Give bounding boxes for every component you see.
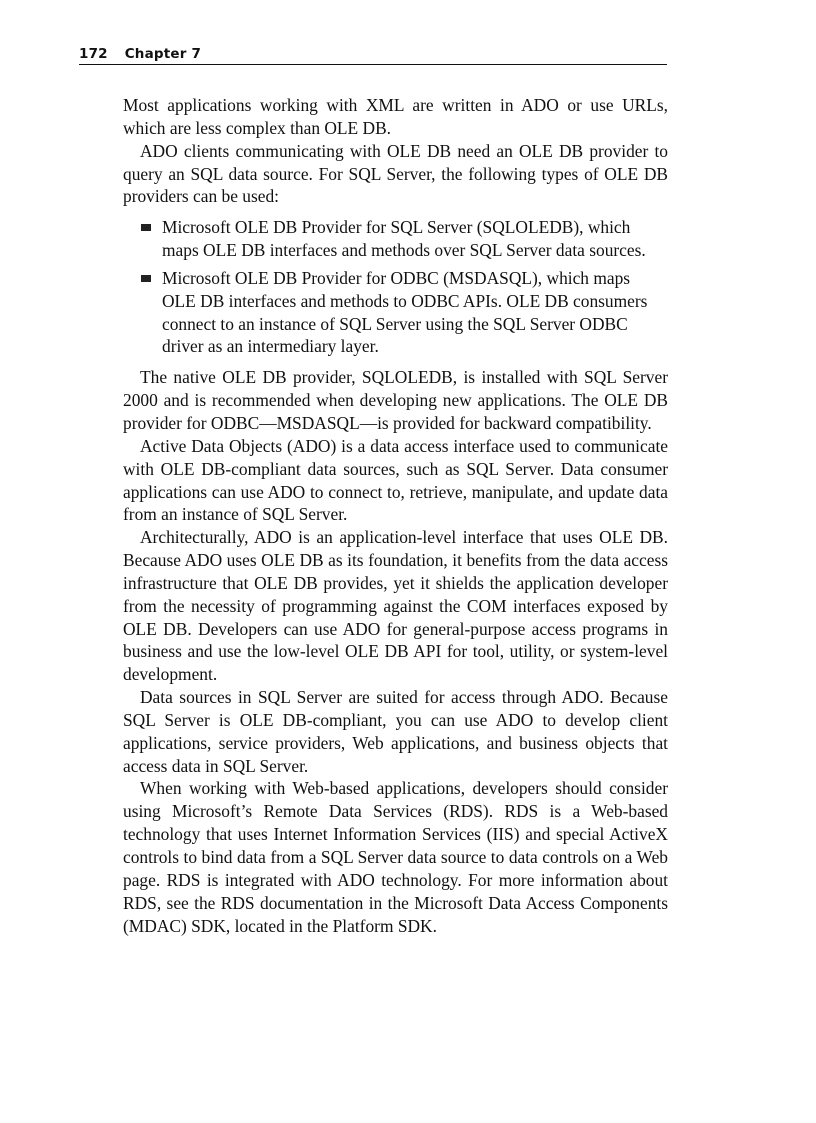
provider-list <box>123 216 668 358</box>
paragraph-native-provider: The native OLE DB provider, SQLOLEDB, is installed with SQL Server 2000 and is recommended when developing new applications. The OLE DB provider for ODBC—MSDASQL—is provided for backward compatibility. <box>123 367 668 433</box>
list-item-text: Microsoft OLE DB Provider for SQL Server (SQLOLEDB), which maps OLE DB interfaces and methods over SQL Server data sources. <box>162 217 646 261</box>
paragraph-architecture: Architecturally, ADO is an application-level interface that uses OLE DB. Because ADO uses OLE DB as its foundation, it benefits from the data access infrastructure that OLE DB provides, yet it shields the application developer from the necessity of programming against the COM interfaces exposed by OLE DB. Developers can use ADO for general-purpose access programs in business and use the low-level OLE DB API for tool, utility, or system-level development. <box>123 527 668 685</box>
list-item <box>162 216 668 262</box>
paragraph-data-sources: Data sources in SQL Server are suited for access through ADO. Because SQL Server is OLE DB-compliant, you can use ADO to develop client applications, service providers, Web applications, and business objects that access data in SQL Server. <box>123 687 668 776</box>
list-item-text: Microsoft OLE DB Provider for ODBC (MSDASQL), which maps OLE DB interfaces and methods to ODBC APIs. OLE DB consumers connect to an instance of SQL Server using the SQL Server ODBC driver as an intermediary layer. <box>162 267 648 357</box>
running-head <box>79 44 667 65</box>
paragraph-remote-data-services: When working with Web-based applications, developers should consider using Microsoft’s Remote Data Services (RDS). RDS is a Web-based technology that uses Internet Information Services (IIS) and special ActiveX controls to bind data from a SQL Server data source to data controls on a Web page. RDS is integrated with ADO technology. For more information about RDS, see the RDS documentation in the Microsoft Data Access Components (MDAC) SDK, located in the Platform SDK. <box>123 778 668 936</box>
paragraph-active-data-objects: Active Data Objects (ADO) is a data access interface used to communicate with OLE DB-compliant data sources, such as SQL Server. Data consumer applications can use ADO to connect to, retrieve, manipulate, and update data from an instance of SQL Server. <box>123 435 668 525</box>
page-number: 172 <box>79 46 108 62</box>
bullet-square-icon <box>141 275 151 282</box>
paragraph-xml-applications: Most applications working with XML are written in ADO or use URLs, which are less complex than OLE DB. <box>123 95 668 138</box>
bullet-square-icon <box>141 224 151 231</box>
list-item <box>162 267 668 358</box>
chapter-label: Chapter 7 <box>124 46 202 62</box>
paragraph-ado-clients: ADO clients communicating with OLE DB need an OLE DB provider to query an SQL data source. For SQL Server, the following types of OLE DB providers can be used: <box>123 140 668 207</box>
body-text <box>123 94 668 937</box>
